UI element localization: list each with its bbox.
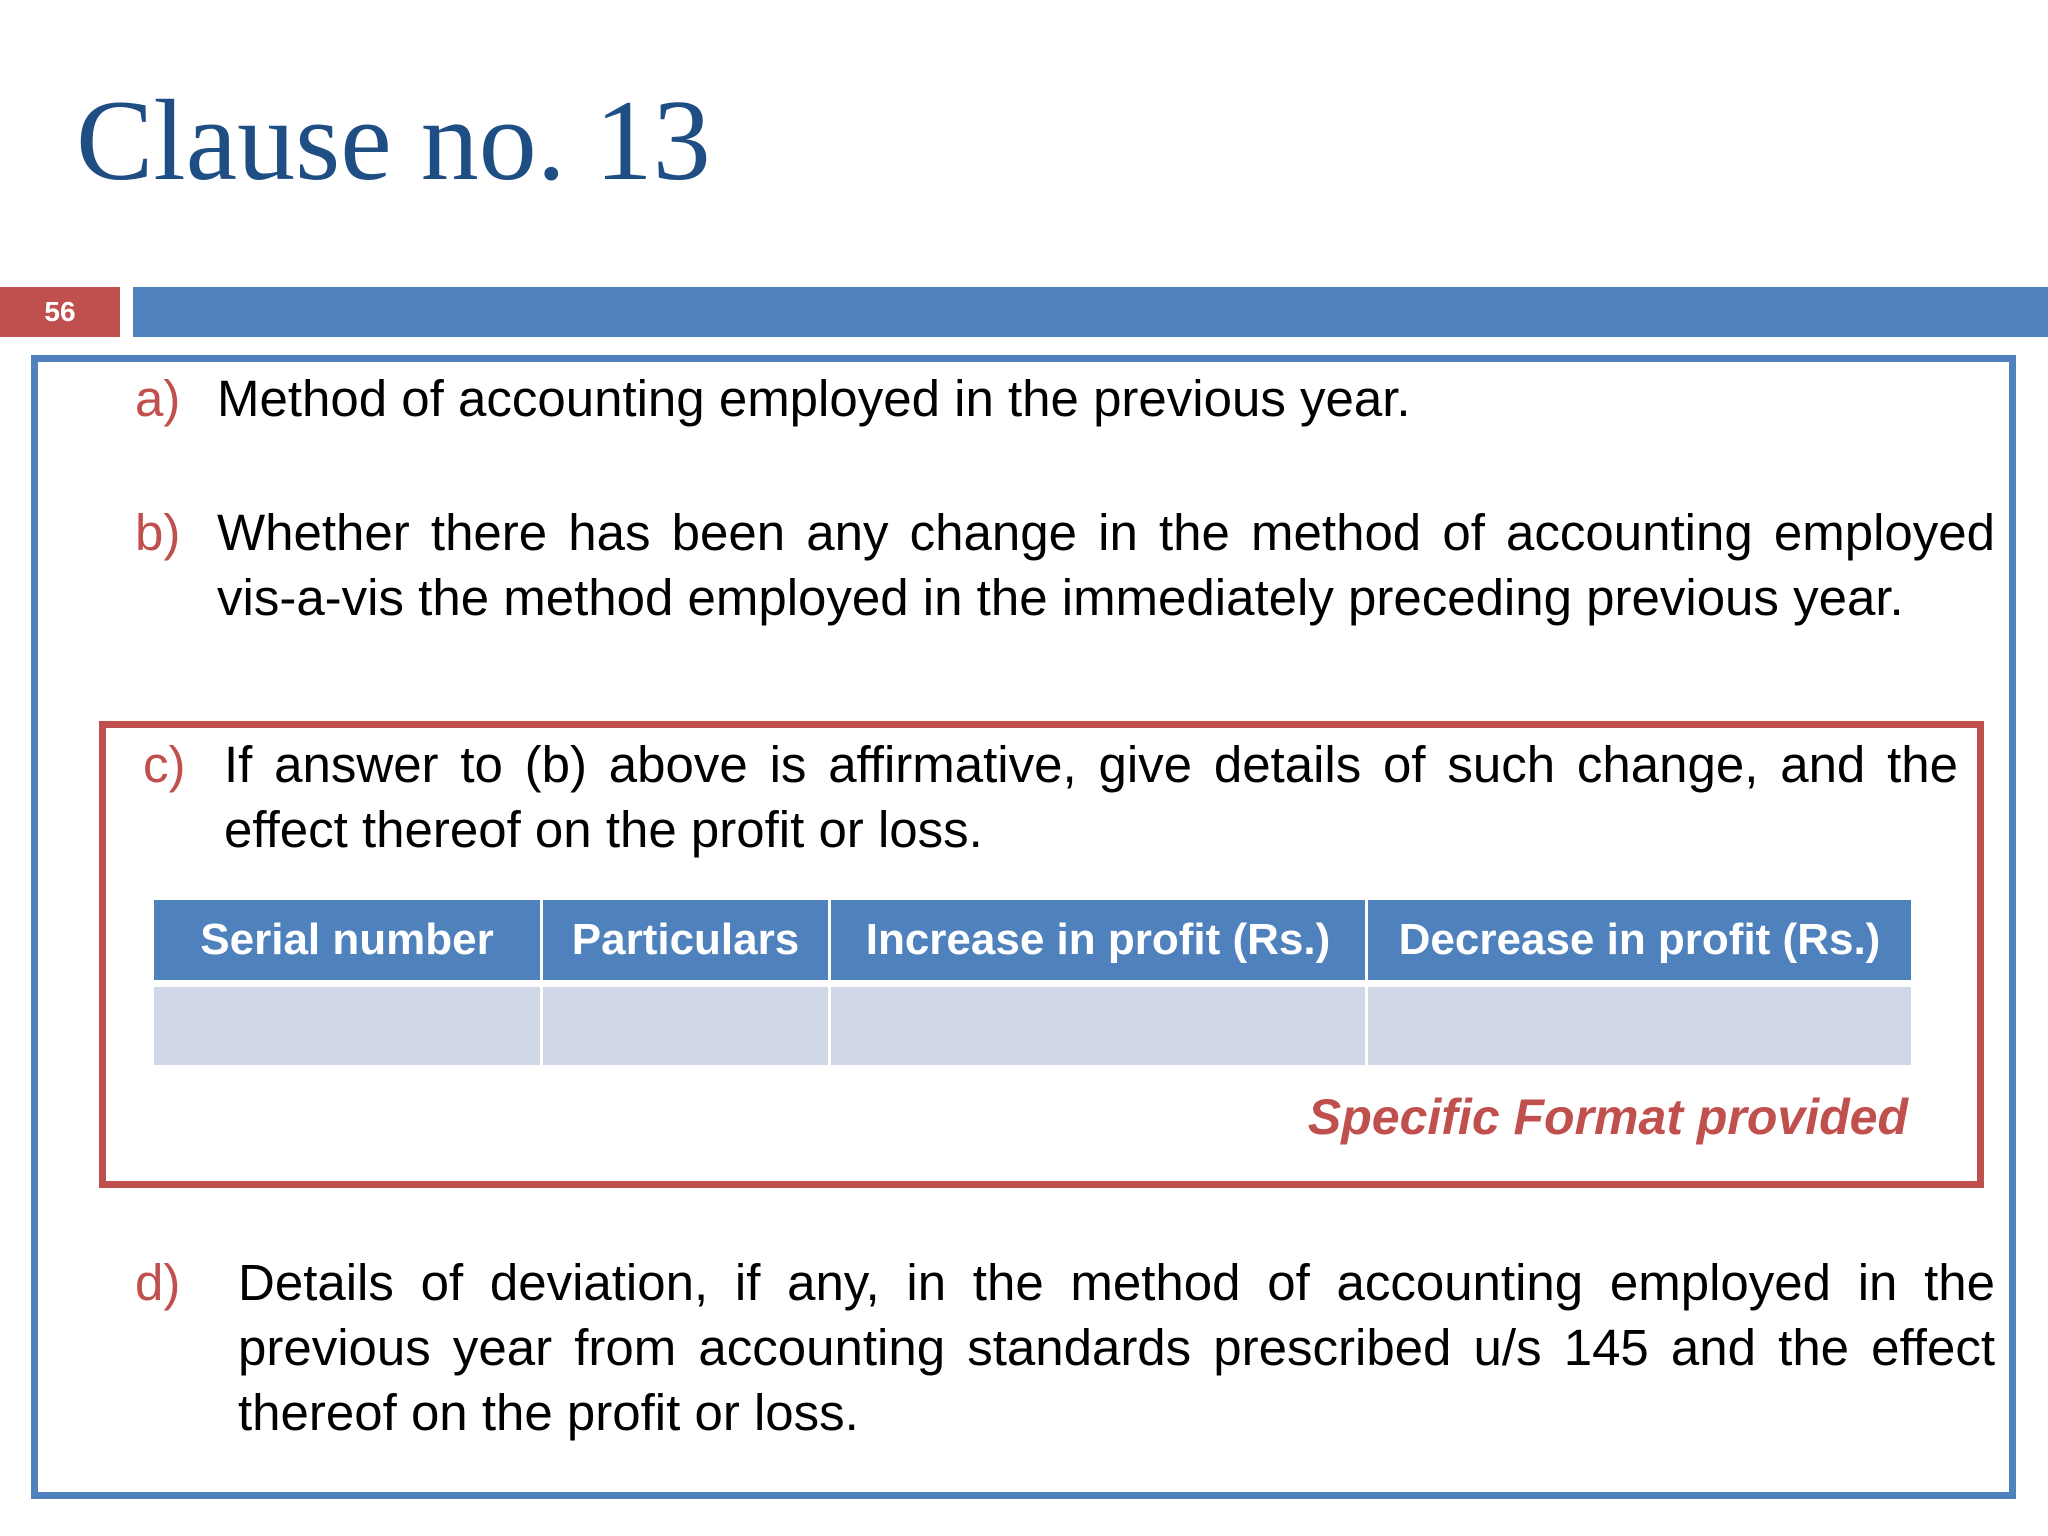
table-header-row <box>154 900 1911 987</box>
list-item-c <box>143 732 1958 862</box>
table-cell <box>1368 987 1911 1065</box>
item-letter: a) <box>135 370 181 427</box>
item-text: If answer to (b) above is affirmative, give details of such change, and the effect thereof on the profit or loss. <box>224 736 1958 858</box>
list-item-d <box>135 1250 1995 1445</box>
item-text: Method of accounting employed in the previous year. <box>217 370 1411 427</box>
column-header-serial-number: Serial number <box>154 900 543 987</box>
column-header-decrease-in-profit: Decrease in profit (Rs.) <box>1368 900 1911 987</box>
item-text: Whether there has been any change in the method of accounting employed vis-a-vis the method employed in the immediately preceding previous year. <box>217 504 1995 626</box>
header-bar <box>133 287 2048 337</box>
table-cell <box>831 987 1368 1065</box>
list-item-a <box>135 366 1995 431</box>
item-letter: b) <box>135 504 181 561</box>
slide-number: 56 <box>44 296 76 327</box>
table-cell <box>543 987 831 1065</box>
format-table <box>154 900 1911 1065</box>
column-header-increase-in-profit: Increase in profit (Rs.) <box>831 900 1368 987</box>
item-letter: c) <box>143 736 186 793</box>
table-row <box>154 987 1911 1065</box>
item-text: Details of deviation, if any, in the method of accounting employed in the previous year from accounting standards prescribed u/s 145 and the effect thereof on the profit or loss. <box>238 1254 1995 1441</box>
item-letter: d) <box>135 1254 181 1311</box>
slide-title: Clause no. 13 <box>76 77 711 205</box>
list-item-b <box>135 500 1995 630</box>
table-cell <box>154 987 543 1065</box>
format-note: Specific Format provided <box>1307 1089 1908 1145</box>
column-header-particulars: Particulars <box>543 900 831 987</box>
slide-number-badge <box>0 287 120 337</box>
